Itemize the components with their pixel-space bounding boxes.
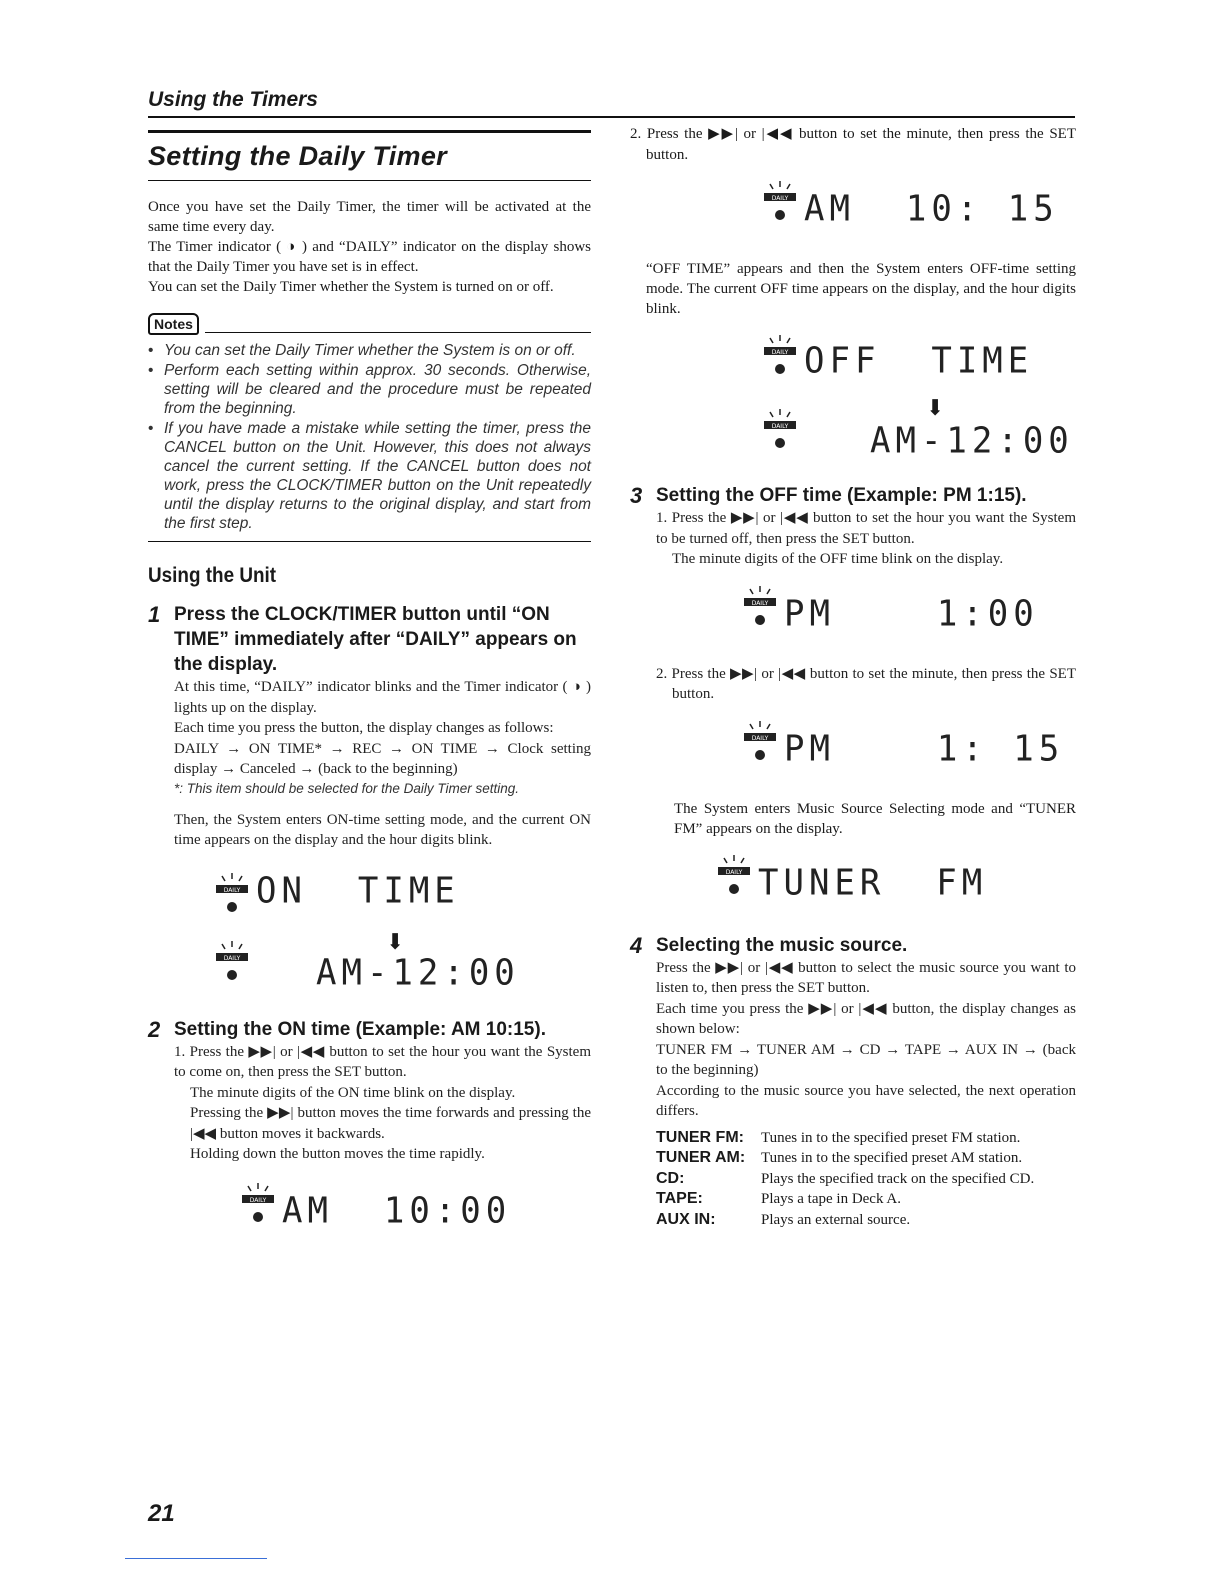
svg-text:DAILY: DAILY <box>223 954 241 962</box>
notes-header <box>148 313 591 335</box>
step-4-p2: Each time you press the ▶▶| or |◀◀ button, the display changes as shown below: <box>656 1000 1076 1037</box>
svg-text:DAILY: DAILY <box>249 1196 267 1204</box>
source-table <box>656 1128 1076 1231</box>
lcd-am-10-text: AM 10:00 <box>282 1189 512 1232</box>
step-1-body <box>174 677 591 851</box>
note-item: • You can set the Daily Timer whether the System is on or off. <box>148 341 591 360</box>
lcd-display-am-1015 <box>630 177 1076 247</box>
step-2-body <box>174 1042 591 1165</box>
step-3-body <box>656 508 1076 570</box>
left-column <box>148 130 591 1259</box>
svg-text:DAILY: DAILY <box>751 734 769 742</box>
step-1-p3: DAILY → ON TIME* → REC → ON TIME → Clock setting display → Canceled → (back to the beginning) <box>174 740 591 777</box>
svg-text:DAILY: DAILY <box>725 868 743 876</box>
daily-timer-icon <box>738 719 782 767</box>
step-1-footnote: *: This item should be selected for the Daily Timer setting. <box>174 780 520 796</box>
svg-text:DAILY: DAILY <box>223 886 241 894</box>
intro-p1: Once you have set the Daily Timer, the timer will be activated at the same time every day. <box>148 199 591 235</box>
daily-timer-icon <box>210 939 254 987</box>
daily-timer-icon <box>738 584 782 632</box>
step-4 <box>630 933 1076 1231</box>
step-2 <box>148 1017 591 1165</box>
source-desc: Plays an external source. <box>761 1211 911 1228</box>
step-2-item2: 2. Press the ▶▶| or |◀◀ button to set the minute, then press the SET button. <box>630 126 1076 163</box>
step-1 <box>148 602 591 851</box>
source-label: TUNER FM: <box>656 1128 744 1146</box>
step-4-p4: According to the music source you have selected, the next operation differs. <box>656 1082 1076 1119</box>
step-2-number: 2 <box>148 1016 161 1042</box>
step-1-title: Press the CLOCK/TIMER button until “ON TIME” immediately after “DAILY” appears on the display. <box>174 604 577 675</box>
svg-text:DAILY: DAILY <box>751 599 769 607</box>
title-box <box>148 130 591 181</box>
step-4-title: Selecting the music source. <box>656 934 908 956</box>
source-desc: Plays a tape in Deck A. <box>761 1191 901 1207</box>
step-4-p1: Press the ▶▶| or |◀◀ button to select the music source you want to listen to, then press the SET button. <box>656 959 1076 996</box>
step-3-number: 3 <box>630 483 643 508</box>
notes-icon: Notes <box>148 313 199 335</box>
step-3-after: The System enters Music Source Selecting mode and “TUNER FM” appears on the display. <box>674 800 1076 837</box>
intro-p3: You can set the Daily Timer whether the System is turned on or off. <box>148 279 554 295</box>
lcd-pm-100-text: PM 1:00 <box>784 592 1039 635</box>
page-number: 21 <box>148 1500 175 1527</box>
notes-list <box>148 341 591 533</box>
step-3 <box>630 483 1076 570</box>
note-item: • If you have made a mistake while setting the timer, press the CANCEL button on the Unit. However, this does not always cancel the current setting. If the CANCEL button does not work, press the CLOCK/TIMER button on the Unit repeatedly until the display returns to the original display, and start from the first step. <box>148 419 591 533</box>
source-label: TUNER AM: <box>656 1149 746 1166</box>
lcd-pm-115-text: PM 1: 15 <box>784 727 1065 770</box>
svg-text:DAILY: DAILY <box>771 349 789 356</box>
source-row <box>656 1128 1076 1149</box>
section-header: Using the Timers <box>148 88 318 111</box>
step-3-item2: 2. Press the ▶▶| or |◀◀ button to set the minute, then press the SET button. <box>656 665 1076 702</box>
intro-p2: The Timer indicator ( ◑ ) and “DAILY” indicator on the display shows that the Daily Timer you have set is in effect. <box>148 239 591 275</box>
step-2-item1d: Holding down the button moves the time rapidly. <box>190 1146 485 1162</box>
down-arrow-icon: ⬇ <box>386 928 405 954</box>
daily-timer-icon <box>758 179 802 227</box>
source-desc: Tunes in to the specified preset FM station. <box>761 1129 1021 1146</box>
footer-rule <box>125 1558 267 1559</box>
daily-timer-icon <box>210 871 254 919</box>
step-3-title: Setting the OFF time (Example: PM 1:15). <box>656 485 1027 506</box>
step-1-p4: Then, the System enters ON-time setting mode, and the current ON time appears on the display and the hour digits blink. <box>174 811 591 848</box>
step-4-number: 4 <box>630 932 643 958</box>
lcd-display-pm-115 <box>630 717 1076 787</box>
step-3-item2-wrap <box>630 664 1076 705</box>
daily-timer-icon <box>758 333 802 381</box>
step-3-item1b: The minute digits of the OFF time blink on the display. <box>672 551 1004 567</box>
step-2-title: Setting the ON time (Example: AM 10:15). <box>174 1018 546 1040</box>
source-row <box>656 1148 1076 1169</box>
lcd-display-on-time <box>148 863 591 1001</box>
step-2-item1c: Pressing the ▶▶| button moves the time forwards and pressing the |◀◀ button moves it backwards. <box>190 1105 591 1142</box>
lcd-display-am-10 <box>148 1177 591 1247</box>
lcd-display-off-time <box>630 331 1076 469</box>
notes-rule <box>205 332 591 333</box>
lcd-am-1200-text: AM-12:00 <box>316 951 520 994</box>
daily-timer-icon <box>712 853 756 901</box>
step-4-p3: TUNER FM → TUNER AM → CD → TAPE → AUX IN → (back to the beginning) <box>656 1041 1076 1078</box>
lcd-am-1200-text: AM-12:00 <box>870 420 1074 462</box>
note-item: • Perform each setting within approx. 30 seconds. Otherwise, setting will be cleared and the procedure must be repeated from the beginning. <box>148 361 591 418</box>
lcd-off-time-text: OFF TIME <box>804 340 1034 382</box>
step-4-body <box>656 958 1076 1122</box>
lcd-tuner-fm-text: TUNER FM <box>758 861 988 904</box>
svg-text:DAILY: DAILY <box>771 423 789 430</box>
source-desc: Tunes in to the specified preset AM station. <box>761 1150 1023 1166</box>
source-row <box>656 1210 1076 1231</box>
step-2-after: “OFF TIME” appears and then the System enters OFF-time setting mode. The current OFF time appears on the display, and the hour digits blink. <box>646 261 1076 317</box>
using-unit-heading: Using the Unit <box>148 564 277 587</box>
header-rule <box>148 116 1075 118</box>
step-2-item1b: The minute digits of the ON time blink on the display. <box>190 1084 516 1101</box>
step-2-item1: 1. Press the ▶▶| or |◀◀ button to set the hour you want the System to come on, then press the SET button. <box>174 1043 591 1080</box>
source-label: AUX IN: <box>656 1210 716 1228</box>
source-label: CD: <box>656 1169 685 1187</box>
step-1-number: 1 <box>148 602 161 627</box>
step-1-p2: Each time you press the button, the display changes as follows: <box>174 720 554 736</box>
down-arrow-icon: ⬇ <box>926 395 945 420</box>
source-row <box>656 1189 1076 1210</box>
source-label: TAPE: <box>656 1190 703 1207</box>
svg-text:DAILY: DAILY <box>771 195 789 202</box>
daily-timer-icon <box>236 1181 280 1229</box>
step-1-p1: At this time, “DAILY” indicator blinks and the Timer indicator ( ◑ ) lights up on the display. <box>174 679 591 716</box>
source-row <box>656 1169 1076 1190</box>
lcd-display-tuner-fm <box>630 851 1076 921</box>
daily-timer-icon <box>758 407 802 455</box>
lcd-display-pm-100 <box>630 582 1076 652</box>
notes-end-rule <box>148 541 591 542</box>
lcd-am-1015-text: AM 10: 15 <box>804 188 1059 230</box>
lcd-on-time-text: ON TIME <box>256 869 460 912</box>
right-column <box>630 124 1076 1234</box>
source-desc: Plays the specified track on the specified CD. <box>761 1170 1035 1187</box>
step-3-item1: 1. Press the ▶▶| or |◀◀ button to set the hour you want the System to be turned off, then press the SET button. <box>656 510 1076 547</box>
page-title: Setting the Daily Timer <box>148 141 447 171</box>
